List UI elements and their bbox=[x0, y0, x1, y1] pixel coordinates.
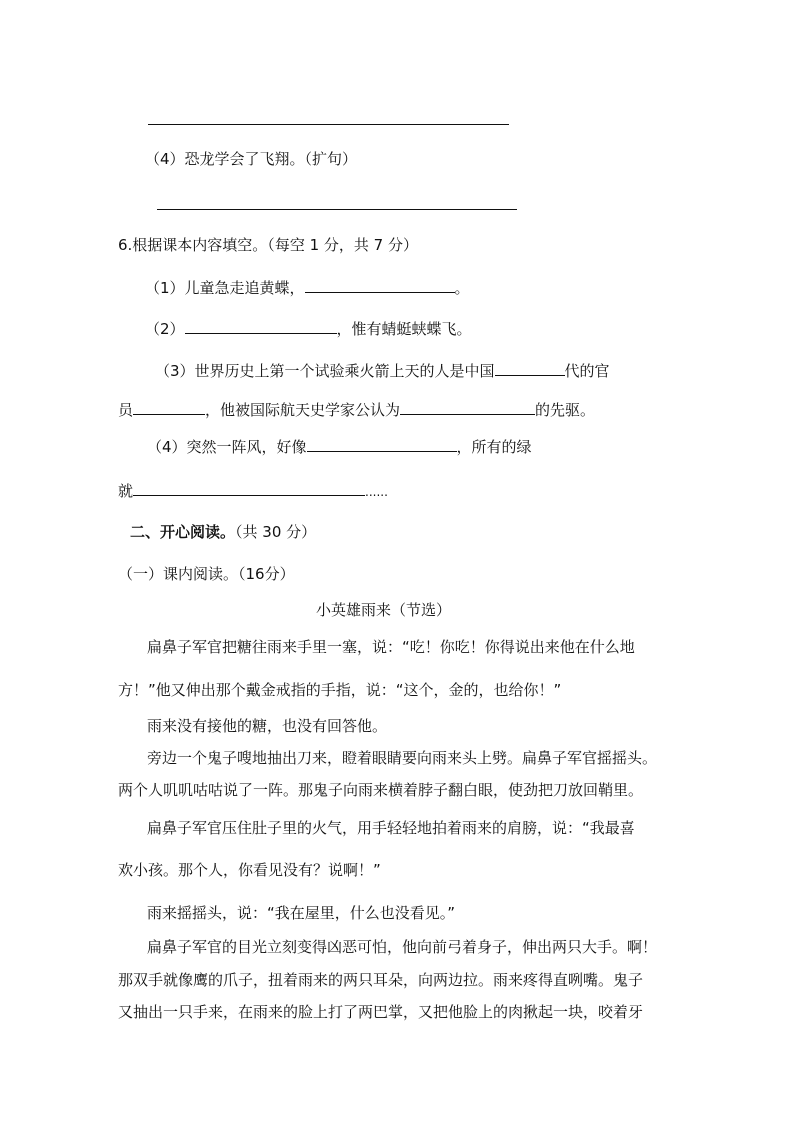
section2-score: （共 30 分） bbox=[235, 523, 317, 541]
q6-item3-text: （3）世界历史上第一个试验乘火箭上天的人是中国 bbox=[155, 362, 495, 380]
q5-item4: （4）恐龙学会了飞翔。（扩句） bbox=[145, 150, 358, 168]
q6-item4-ellipsis: ...... bbox=[365, 485, 388, 499]
q6-item4-line1 bbox=[147, 437, 532, 457]
q6-item2-text: ，惟有蜻蜓蛱蝶飞。 bbox=[336, 320, 472, 338]
q6-item4-text-b: ，所有的绿 bbox=[456, 438, 532, 456]
blank-input[interactable] bbox=[495, 361, 565, 376]
passage-line-1: 扁鼻子军官把糖往雨来手里一塞，说：“吃！你吃！你得说出来他在什么地 bbox=[147, 638, 635, 656]
blank-input[interactable] bbox=[305, 278, 455, 293]
passage-line-6: 扁鼻子军官压住肚子里的火气，用手轻轻地拍着雨来的肩膀，说：“我最喜 bbox=[147, 819, 635, 837]
q6-item3-line1 bbox=[155, 361, 610, 381]
q6-title: 6.根据课本内容填空。（每空 1 分，共 7 分） bbox=[118, 236, 418, 254]
blank-input[interactable] bbox=[185, 319, 337, 334]
q6-item3-text-c: 员 bbox=[118, 401, 134, 419]
q6-item4-text: （4）突然一阵风，好像 bbox=[147, 438, 307, 456]
q6-item2 bbox=[145, 319, 472, 339]
section2-sub1: （一）课内阅读。（16分） bbox=[118, 565, 295, 583]
answer-line-4 bbox=[157, 209, 517, 210]
blank-input[interactable] bbox=[400, 400, 535, 415]
passage-line-4: 旁边一个鬼子嗖地抽出刀来，瞪着眼睛要向雨来头上劈。扁鼻子军官摇摇头。 bbox=[147, 749, 658, 767]
q6-item3-text-b: 代的官 bbox=[564, 362, 610, 380]
passage-line-10: 那双手就像鹰的爪子，扭着雨来的两只耳朵，向两边拉。雨来疼得直咧嘴。鬼子 bbox=[118, 971, 644, 989]
q6-item4-line2 bbox=[118, 481, 388, 502]
blank-input[interactable] bbox=[133, 400, 205, 415]
passage-line-11: 又抽出一只手来，在雨来的脸上打了两巴掌，又把他脸上的肉揪起一块，咬着牙 bbox=[118, 1003, 644, 1021]
q6-item3-text-e: 的先驱。 bbox=[535, 401, 596, 419]
q6-item4-text-c: 就 bbox=[118, 482, 134, 500]
passage-line-2: 方！”他又伸出那个戴金戒指的手指，说：“这个，金的，也给你！” bbox=[118, 681, 562, 699]
passage-title: 小英雄雨来（节选） bbox=[316, 601, 452, 619]
section2-heading: 二、开心阅读。 bbox=[130, 523, 236, 541]
q6-item1-text: （1）儿童急走追黄蝶， bbox=[145, 279, 305, 297]
q6-item3-line2 bbox=[118, 400, 595, 420]
q6-item1 bbox=[145, 278, 470, 298]
passage-line-8: 雨来摇摇头，说：“我在屋里，什么也没看见。” bbox=[147, 904, 456, 922]
answer-line-3 bbox=[148, 124, 509, 125]
passage-line-7: 欢小孩。那个人，你看见没有？说啊！” bbox=[118, 861, 381, 879]
blank-input[interactable] bbox=[133, 481, 365, 496]
blank-input[interactable] bbox=[307, 437, 457, 452]
q6-item1-end: 。 bbox=[454, 279, 470, 297]
section2-title bbox=[130, 522, 316, 542]
passage-line-3: 雨来没有接他的糖，也没有回答他。 bbox=[147, 717, 388, 735]
passage-line-9: 扁鼻子军官的目光立刻变得凶恶可怕，他向前弓着身子，伸出两只大手。啊！ bbox=[147, 938, 658, 956]
q6-item3-text-d: ，他被国际航天史学家公认为 bbox=[205, 401, 401, 419]
passage-line-5: 两个人叽叽咕咕说了一阵。那鬼子向雨来横着脖子翻白眼，使劲把刀放回鞘里。 bbox=[118, 781, 644, 799]
q6-item2-num: （2） bbox=[145, 320, 185, 338]
